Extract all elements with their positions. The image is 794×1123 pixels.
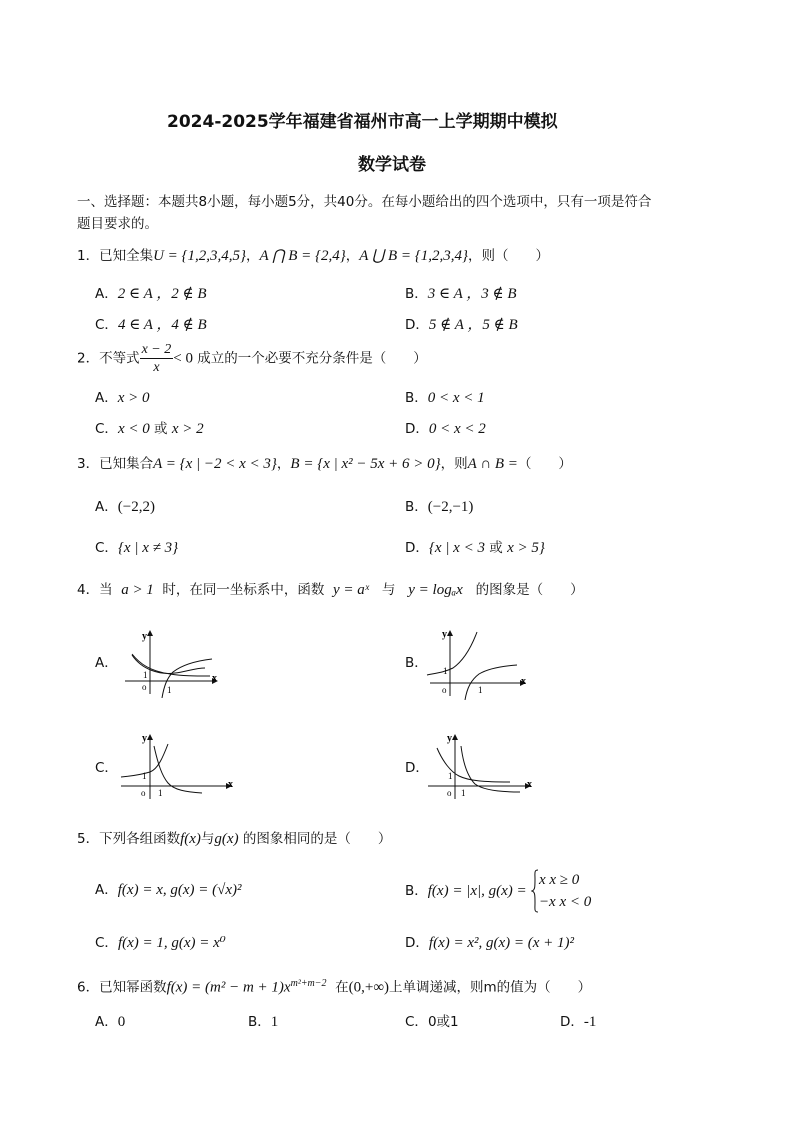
option-label: B．: [405, 883, 428, 899]
option-text: 0: [117, 1014, 126, 1030]
question-tail: ，则（ ）: [468, 248, 550, 264]
option-text: 3 ∈ A ，3 ∉ B: [427, 286, 517, 302]
option-a[interactable]: [95, 1012, 125, 1032]
left-brace: [531, 869, 539, 913]
interval: (0,+∞): [348, 979, 390, 996]
option-text: 4 ∈ A ，4 ∉ B: [117, 317, 207, 333]
option-text: 0 < x < 1: [427, 390, 485, 406]
question-number: 5．: [77, 831, 100, 847]
tick-label-y-one: 1: [143, 670, 148, 680]
option-label: A．: [95, 655, 118, 671]
axis-label-y: y: [442, 629, 447, 640]
tick-label-x-one: 1: [167, 685, 172, 695]
option-text: 0 < x < 2: [428, 421, 486, 437]
option-conjunction: 或: [154, 421, 168, 437]
option-d[interactable]: [405, 538, 545, 558]
tick-label-y-one: 1: [448, 771, 453, 781]
set-a: A = {x | −2 < x < 3}: [153, 456, 277, 472]
fraction-numerator: x − 2: [141, 342, 172, 357]
option-label: B．: [405, 655, 428, 671]
option-text: 2 ∈ A ，2 ∉ B: [117, 286, 207, 302]
case-2: −x x < 0: [538, 894, 592, 910]
option-c[interactable]: [405, 1012, 459, 1032]
question-number: 2．: [77, 350, 100, 367]
question-6: [77, 974, 591, 998]
origin-label: o: [142, 682, 147, 692]
option-label: B．: [405, 390, 428, 406]
question-text: 与: [200, 831, 215, 847]
condition: a > 1: [121, 582, 154, 598]
axis-label-y: y: [142, 631, 147, 642]
intersection-expr: A ⋂ B = {2,4}: [259, 248, 346, 264]
question-number: 4．: [77, 582, 100, 598]
option-label: A．: [95, 882, 118, 898]
option-label: D．: [405, 421, 429, 437]
option-a[interactable]: [95, 284, 207, 304]
option-label: B．: [248, 1014, 271, 1030]
separator: ，: [276, 456, 291, 472]
option-label: D．: [405, 935, 429, 951]
section-instruction-line1: 一、选择题：本题共8小题，每小题5分，共40分。在每小题给出的四个选项中，只有一项是符合: [77, 194, 652, 210]
exponent: m²+m−2: [290, 978, 327, 989]
option-text: x < 0: [117, 421, 150, 437]
separator: ，: [246, 248, 260, 264]
function-g: g(x): [214, 831, 239, 847]
question-prefix: 已知幂函数: [99, 979, 167, 996]
piecewise-cases: [539, 869, 591, 913]
graph-c: [118, 732, 238, 802]
option-label: C．: [95, 540, 118, 556]
question-2: [77, 341, 427, 376]
option-a[interactable]: [95, 653, 118, 673]
fraction-denominator: x: [153, 360, 160, 375]
question-text: 时，在同一坐标系中，函数: [162, 582, 325, 598]
option-label: B．: [405, 499, 428, 515]
option-text: f(x) = |x|, g(x) =: [427, 883, 527, 899]
question-tail: ，则: [440, 456, 468, 472]
question-prefix: 当: [99, 582, 113, 598]
option-label: C．: [405, 1014, 428, 1030]
axis-label-x: x: [527, 779, 532, 790]
option-label: A．: [95, 390, 118, 406]
question-prefix: 已知全集: [99, 248, 154, 264]
question-number: 6．: [77, 979, 100, 996]
page-subtitle: 数学试卷: [358, 155, 426, 175]
fraction: [140, 341, 174, 376]
origin-label: o: [447, 788, 452, 798]
union-expr: A ⋃ B = {1,2,3,4}: [359, 248, 469, 264]
option-label: A．: [95, 286, 118, 302]
option-d[interactable]: [405, 933, 574, 953]
option-label: D．: [405, 760, 429, 776]
option-text: 1: [270, 1014, 279, 1030]
option-d[interactable]: [560, 1012, 596, 1032]
option-a[interactable]: [95, 880, 242, 900]
option-d[interactable]: [405, 315, 518, 335]
axis-label-x: x: [521, 676, 526, 687]
set-u: U = {1,2,3,4,5}: [153, 248, 247, 264]
option-text: f(x) = x², g(x) = (x + 1)²: [428, 935, 575, 951]
question-3: [77, 454, 572, 474]
option-label: C．: [95, 760, 118, 776]
question-tail: 的图象相同的是（ ）: [242, 831, 392, 847]
option-a[interactable]: [95, 388, 150, 408]
tick-label-x-one: 1: [461, 788, 466, 798]
question-text: 与: [381, 582, 396, 598]
option-text: f(x) = x, g(x) = (√x)²: [117, 882, 242, 898]
function-f: f(x): [180, 831, 201, 847]
option-text: {x | x < 3: [428, 540, 485, 556]
tick-label-y-one: 1: [142, 771, 147, 781]
section-instruction-line2: 题目要求的。: [77, 216, 158, 232]
option-c[interactable]: [95, 419, 204, 439]
option-text: -1: [583, 1014, 597, 1030]
graph-a: [120, 628, 220, 698]
option-text: x > 0: [117, 390, 150, 406]
separator: ，: [345, 248, 360, 264]
option-label: D．: [560, 1014, 584, 1030]
option-b[interactable]: [405, 869, 591, 913]
graph-d: [425, 732, 540, 802]
option-conjunction: 或: [489, 540, 503, 556]
question-tail: 的图象是（ ）: [475, 582, 584, 598]
option-text: (−2,2): [117, 499, 155, 515]
question-4: [77, 580, 584, 600]
power-function: f(x) = (m² − m + 1)x: [166, 979, 291, 996]
question-tail: （ ）: [517, 456, 572, 472]
option-a[interactable]: [95, 497, 155, 517]
question-tail: 成立的一个必要不充分条件是（ ）: [197, 350, 427, 367]
option-text: (−2,−1): [427, 499, 474, 515]
axis-label-y: y: [447, 733, 452, 744]
tick-label-y-one: 1: [443, 666, 448, 676]
question-prefix: 下列各组函数: [99, 831, 181, 847]
option-b[interactable]: [405, 284, 517, 304]
page-title: 2024-2025学年福建省福州市高一上学期期中模拟: [167, 112, 558, 132]
question-1: [77, 246, 549, 266]
option-text: 0或1: [427, 1014, 459, 1030]
option-text: {x | x ≠ 3}: [117, 540, 179, 556]
case-1: x x ≥ 0: [538, 872, 580, 888]
option-text: 5 ∉ A ，5 ∉ B: [428, 317, 518, 333]
question-prefix: 不等式: [99, 350, 140, 367]
origin-label: o: [141, 788, 146, 798]
axis-label-x: x: [212, 673, 217, 684]
option-b[interactable]: [405, 497, 473, 517]
option-label: C．: [95, 421, 118, 437]
question-number: 1．: [77, 248, 100, 264]
option-text: f(x) = 1, g(x) = x⁰: [117, 935, 226, 951]
option-text: x > 2: [171, 421, 204, 437]
function-log: y = logₐx: [408, 582, 463, 598]
tick-label-x-one: 1: [158, 788, 163, 798]
option-b[interactable]: [405, 388, 485, 408]
question-5: [77, 829, 391, 849]
option-c[interactable]: [95, 758, 118, 778]
option-b[interactable]: [248, 1012, 278, 1032]
option-label: C．: [95, 317, 118, 333]
option-label: C．: [95, 935, 118, 951]
intersection-expr: A ∩ B =: [467, 456, 518, 472]
option-c[interactable]: [95, 538, 178, 558]
option-label: D．: [405, 540, 429, 556]
origin-label: o: [442, 685, 447, 695]
graph-b: [425, 628, 531, 700]
option-label: A．: [95, 1014, 118, 1030]
axis-label-y: y: [142, 733, 147, 744]
inequality: < 0: [173, 350, 193, 367]
set-b: B = {x | x² − 5x + 6 > 0}: [290, 456, 441, 472]
question-prefix: 已知集合: [99, 456, 154, 472]
tick-label-x-one: 1: [478, 685, 483, 695]
option-label: A．: [95, 499, 118, 515]
function-exp: y = aˣ: [333, 582, 370, 598]
option-text: x > 5}: [507, 540, 545, 556]
option-label: B．: [405, 286, 428, 302]
option-c[interactable]: [95, 315, 207, 335]
option-label: D．: [405, 317, 429, 333]
option-d[interactable]: [405, 419, 486, 439]
question-tail: 上单调递减，则m的值为（ ）: [389, 979, 592, 996]
question-number: 3．: [77, 456, 100, 472]
question-text: 在: [335, 979, 349, 996]
option-c[interactable]: [95, 933, 226, 953]
axis-label-x: x: [228, 779, 233, 790]
